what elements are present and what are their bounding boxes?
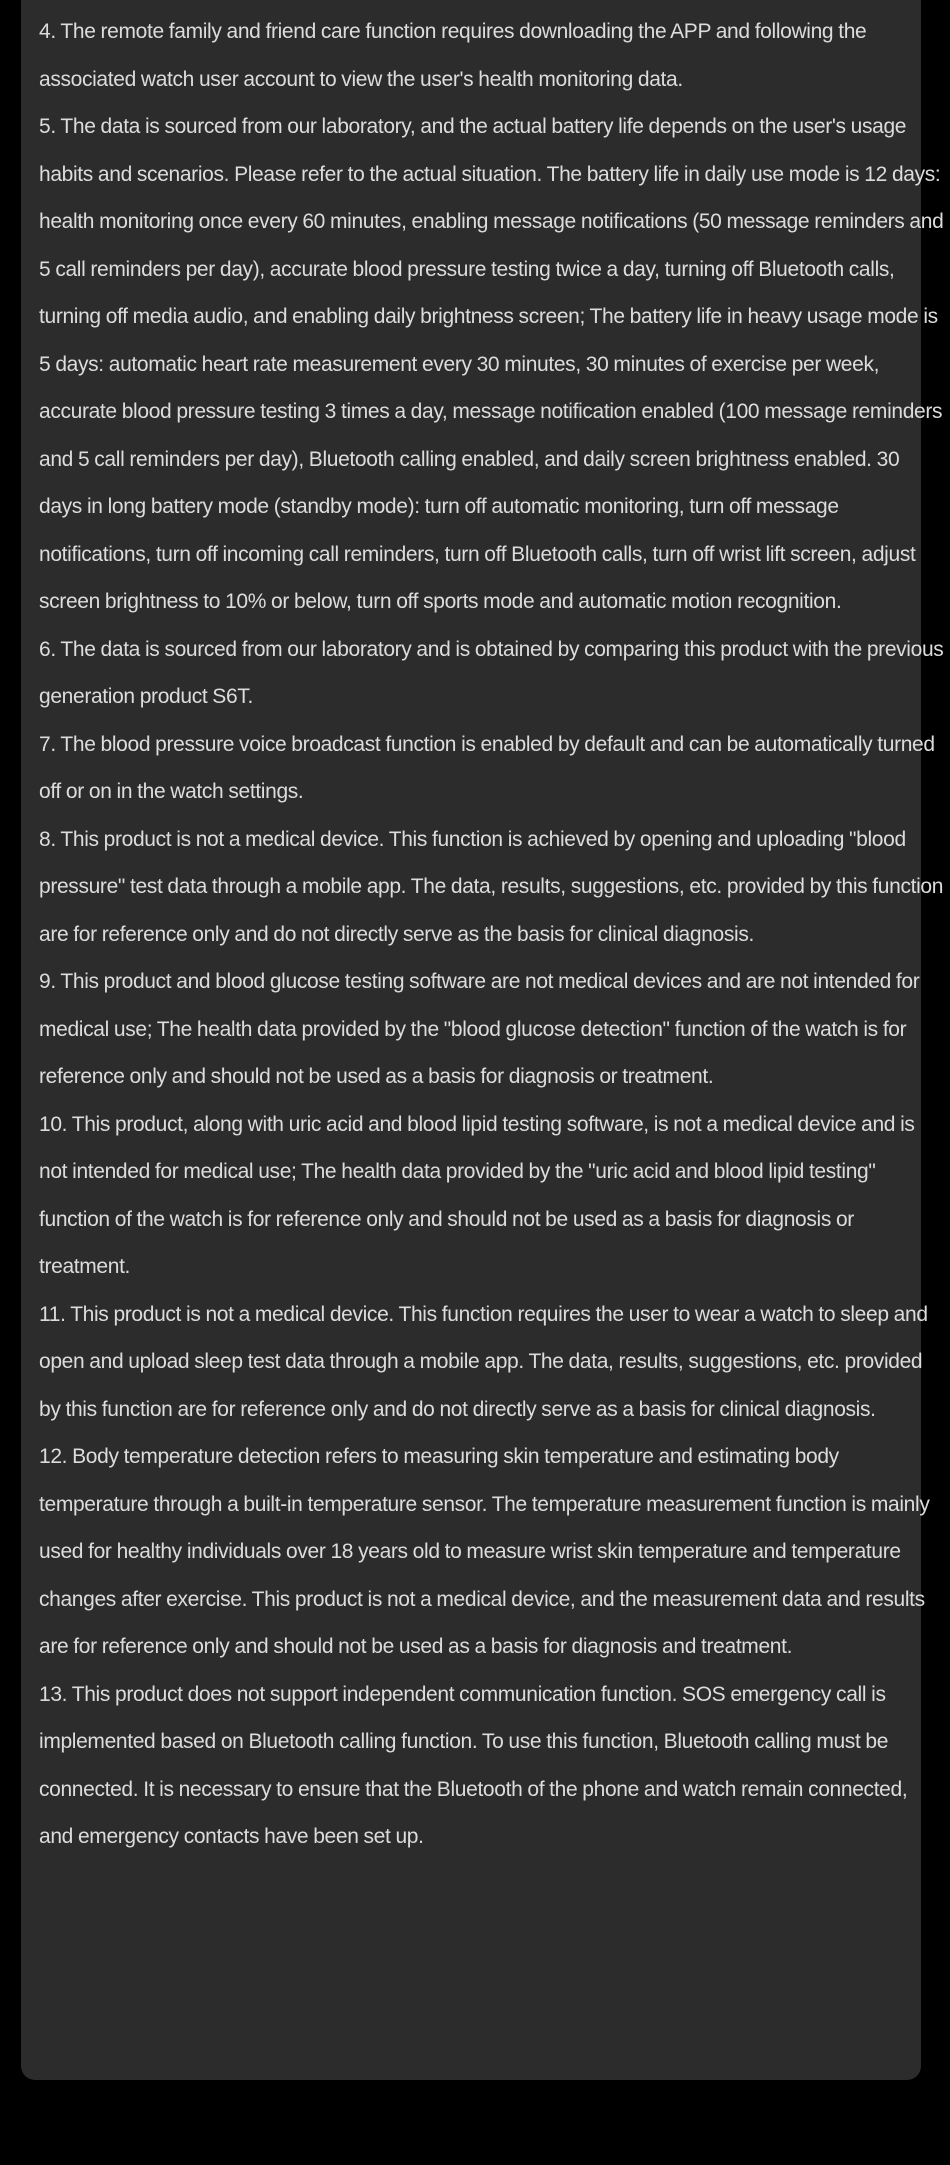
note-item-7: 7. The blood pressure voice broadcast function is enabled by default and can be automatically turned off or on in the watch settings. — [39, 732, 935, 803]
disclaimer-panel — [21, 0, 944, 2080]
disclaimer-notes-list — [39, 8, 944, 1861]
note-item-10: 10. This product, along with uric acid and blood lipid testing software, is not a medical device and is not intended for medical use; The health data provided by the "uric acid and blood lipid testing" function of the watch is for reference only and should not be used as a basis for diagnosis or treatment. — [39, 1112, 915, 1278]
note-item-13: 13. This product does not support independent communication function. SOS emergency call is implemented based on Bluetooth calling function. To use this function, Bluetooth calling must be connected. It is necessary to ensure that the Bluetooth of the phone and watch remain connected, and emergency contacts have been set up. — [39, 1682, 908, 1848]
note-item-12: 12. Body temperature detection refers to measuring skin temperature and estimating body temperature through a built-in temperature sensor. The temperature measurement function is mainly used for healthy individuals over 18 years old to measure wrist skin temperature and temperature changes after exercise. This product is not a medical device, and the measurement data and results are for reference only and should not be used as a basis for diagnosis and treatment. — [39, 1445, 930, 1658]
note-item-9: 9. This product and blood glucose testing software are not medical devices and are not intended for medical use; The health data provided by the "blood glucose detection" function of the watch is for reference only and should not be used as a basis for diagnosis or treatment. — [39, 970, 920, 1088]
note-item-6: 6. The data is sourced from our laboratory and is obtained by comparing this product with the previous generation product S6T. — [39, 637, 944, 708]
note-item-11: 11. This product is not a medical device. This function requires the user to wear a watch to sleep and open and upload sleep test data through a mobile app. The data, results, suggestions, etc. provided by this function are for reference only and do not directly serve as a basis for clinical diagnosis. — [39, 1302, 928, 1421]
note-item-5: 5. The data is sourced from our laboratory, and the actual battery life depends on the user's usage habits and scenarios. Please refer to the actual situation. The battery life in daily use mode is 12 days: health monitoring once every 60 minutes, enabling message notifications (50 message reminders and 5 call reminders per day), accurate blood pressure testing twice a day, turning off Bluetooth calls, turning off media audio, and enabling daily brightness screen; The battery life in heavy usage mode is 5 days: automatic heart rate measurement every 30 minutes, 30 minutes of exercise per week, accurate blood pressure testing 3 times a day, message notification enabled (100 message reminders and 5 call reminders per day), Bluetooth calling enabled, and daily screen brightness enabled. 30 days in long battery mode (standby mode): turn off automatic monitoring, turn off message notifications, turn off incoming call reminders, turn off Bluetooth calls, turn off wrist lift screen, adjust screen brightness to 10% or below, turn off sports mode and automatic motion recognition. — [39, 115, 944, 613]
note-item-4: 4. The remote family and friend care function requires downloading the APP and following the associated watch user account to view the user's health monitoring data. — [39, 20, 867, 91]
note-item-8: 8. This product is not a medical device. This function is achieved by opening and uploading "blood pressure" test data through a mobile app. The data, results, suggestions, etc. provided by this function are for reference only and do not directly serve as the basis for clinical diagnosis. — [39, 827, 944, 946]
